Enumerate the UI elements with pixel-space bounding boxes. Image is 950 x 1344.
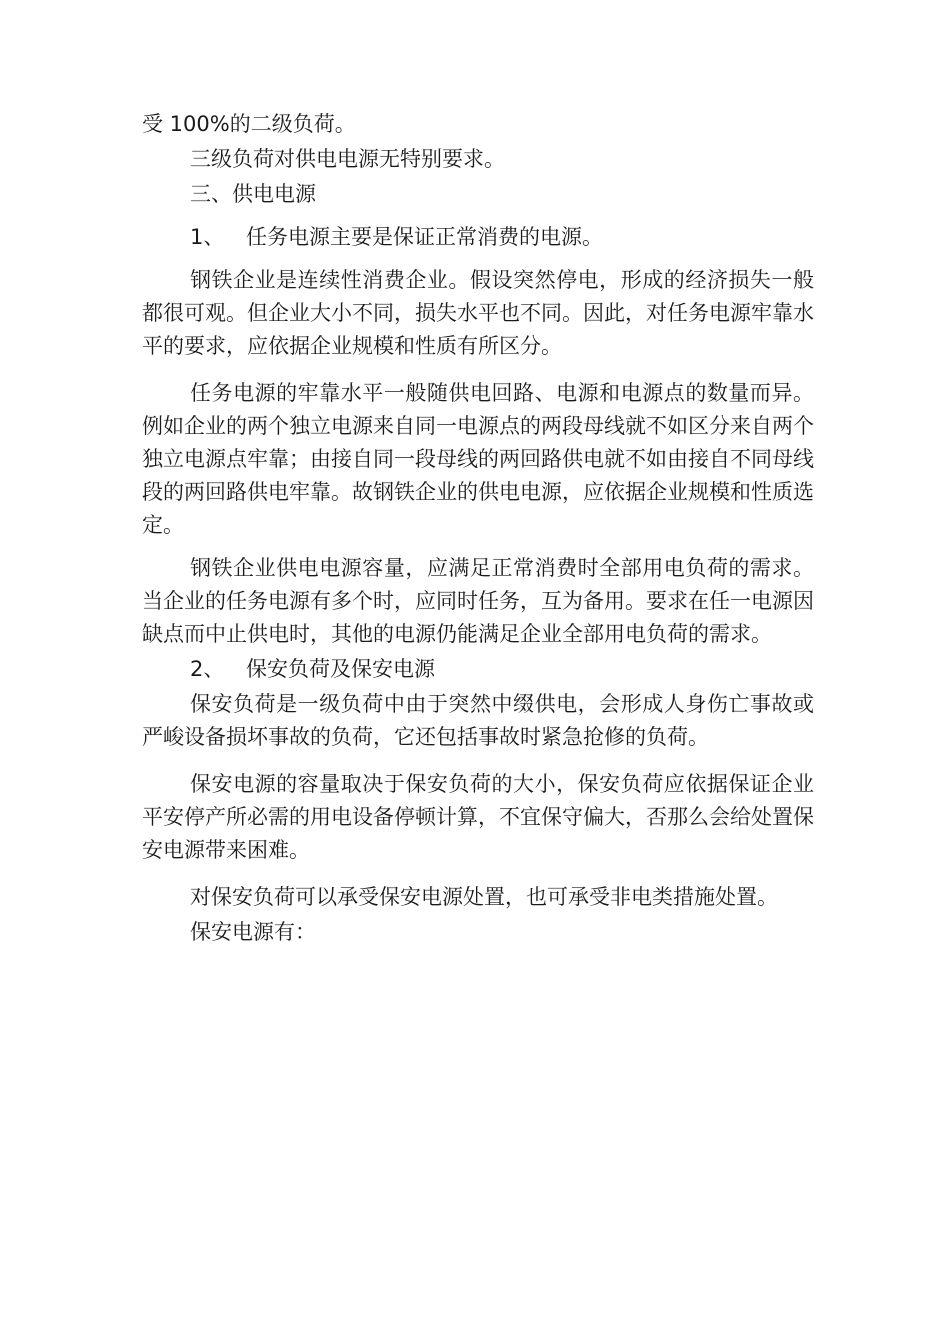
document-body bbox=[142, 108, 814, 949]
paragraph: 任务电源的牢靠水平一般随供电回路、电源和电源点的数量而异。例如企业的两个独立电源来自同一电源点的两段母线就不如区分来自两个独立电源点牢靠；由接自同一段母线的两回路供电就不如由接自不同母线段的两回路供电牢靠。故钢铁企业的供电电源，应依据企业规模和性质选定。 bbox=[142, 381, 814, 537]
paragraph: 钢铁企业供电电源容量，应满足正常消费时全部用电负荷的需求。当企业的任务电源有多个时，应同时任务，互为备用。要求在任一电源因缺点而中止供电时，其他的电源仍能满足企业全部用电负荷的需求。 bbox=[142, 556, 814, 646]
paragraph: 保安负荷是一级负荷中由于突然中缀供电，会形成人身伤亡事故或严峻设备损坏事故的负荷，它还包括事故时紧急抢修的负荷。 bbox=[142, 692, 814, 749]
section-heading: 三、供电电源 bbox=[190, 182, 316, 206]
item-text: 保安负荷及保安电源 bbox=[246, 657, 435, 681]
paragraph: 钢铁企业是连续性消费企业。假设突然停电，形成的经济损失一般都很可观。但企业大小不同，损失水平也不同。因此，对任务电源牢靠水平的要求，应依据企业规模和性质有所区分。 bbox=[142, 268, 814, 358]
item-text: 任务电源主要是保证正常消费的电源。 bbox=[246, 225, 603, 249]
item-number: 2、 bbox=[190, 657, 225, 681]
numbered-item bbox=[142, 653, 814, 686]
paragraph: 对保安负荷可以承受保安电源处置，也可承受非电类措施处置。 bbox=[190, 885, 778, 909]
numbered-item bbox=[142, 221, 814, 254]
paragraph: 保安电源的容量取决于保安负荷的大小，保安负荷应依据保证企业平安停产所必需的用电设备停顿计算，不宜保守偏大，否那么会给处置保安电源带来困难。 bbox=[142, 772, 814, 862]
paragraph: 受 100%的二级负荷。 bbox=[142, 112, 356, 136]
paragraph: 保安电源有： bbox=[190, 920, 316, 944]
item-number: 1、 bbox=[190, 225, 225, 249]
paragraph: 三级负荷对供电电源无特别要求。 bbox=[190, 147, 505, 171]
